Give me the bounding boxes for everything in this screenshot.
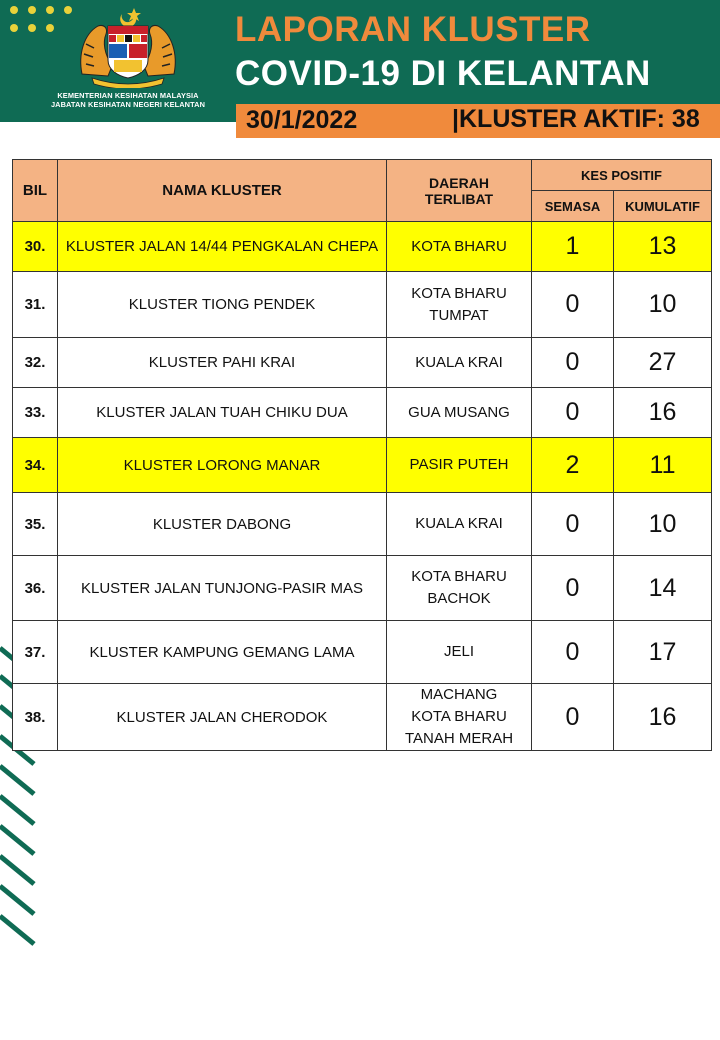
district-name: KUALA KRAI (415, 515, 503, 532)
ministry-name: KEMENTERIAN KESIHATAN MALAYSIA (57, 91, 199, 100)
district-name: TUMPAT (429, 306, 489, 324)
district-name: GUA MUSANG (408, 403, 510, 421)
cumulative-cases: 27 (614, 338, 712, 388)
table-row (13, 621, 712, 684)
district-name: KOTA BHARU (411, 284, 507, 302)
header-current: SEMASA (532, 191, 614, 222)
current-cases: 0 (532, 493, 614, 556)
header-area (387, 160, 532, 222)
cluster-name: KLUSTER DABONG (58, 493, 387, 556)
cluster-name: KLUSTER TIONG PENDEK (58, 272, 387, 338)
cluster-name: KLUSTER LORONG MANAR (58, 438, 387, 493)
table-row (13, 388, 712, 438)
table-row (13, 272, 712, 338)
header-cluster-name: NAMA KLUSTER (58, 160, 387, 222)
district-name: TANAH MERAH (404, 730, 514, 747)
cluster-name: KLUSTER JALAN CHERODOK (58, 684, 387, 751)
cluster-name: KLUSTER PAHI KRAI (58, 338, 387, 388)
district-name: BACHOK (427, 590, 491, 607)
cumulative-cases: 11 (614, 438, 712, 493)
row-number: 37. (13, 621, 58, 684)
district-name: KOTA BHARU (411, 568, 507, 585)
cluster-name: KLUSTER JALAN TUAH CHIKU DUA (58, 388, 387, 438)
row-number: 34. (13, 438, 58, 493)
affected-districts (387, 388, 532, 438)
current-cases: 2 (532, 438, 614, 493)
affected-districts (387, 556, 532, 621)
table-row (13, 338, 712, 388)
affected-districts (387, 272, 532, 338)
current-cases: 0 (532, 338, 614, 388)
malaysia-coat-of-arms-icon (72, 4, 184, 88)
row-number: 32. (13, 338, 58, 388)
district-name: KUALA KRAI (415, 353, 503, 371)
current-cases: 0 (532, 621, 614, 684)
cumulative-cases: 17 (614, 621, 712, 684)
district-name: KOTA BHARU (411, 708, 507, 725)
affected-districts (387, 438, 532, 493)
cumulative-cases: 14 (614, 556, 712, 621)
current-cases: 0 (532, 556, 614, 621)
affected-districts (387, 338, 532, 388)
row-number: 35. (13, 493, 58, 556)
affected-districts (387, 493, 532, 556)
row-number: 33. (13, 388, 58, 438)
cluster-table (12, 159, 712, 751)
cumulative-cases: 16 (614, 388, 712, 438)
current-cases: 0 (532, 388, 614, 438)
report-title-line1: LAPORAN KLUSTER (235, 10, 591, 49)
table-row (13, 222, 712, 272)
row-number: 30. (13, 222, 58, 272)
row-number: 31. (13, 272, 58, 338)
affected-districts (387, 222, 532, 272)
current-cases: 0 (532, 272, 614, 338)
row-number: 36. (13, 556, 58, 621)
cumulative-cases: 10 (614, 493, 712, 556)
header-area-line1: DAERAH (429, 174, 489, 191)
report-date: 30/1/2022 (246, 106, 358, 134)
district-name: PASIR PUTEH (409, 456, 509, 473)
affected-districts (387, 621, 532, 684)
cumulative-cases: 10 (614, 272, 712, 338)
current-cases: 0 (532, 684, 614, 751)
date-bar (236, 104, 720, 138)
decorative-dots (10, 6, 80, 36)
cluster-name: KLUSTER KAMPUNG GEMANG LAMA (58, 621, 387, 684)
cluster-name: KLUSTER JALAN TUNJONG-PASIR MAS (58, 556, 387, 621)
cluster-table-body (13, 222, 712, 751)
table-row (13, 438, 712, 493)
row-number: 38. (13, 684, 58, 751)
district-name: JELI (443, 643, 474, 660)
table-row (13, 493, 712, 556)
cluster-name: KLUSTER JALAN 14/44 PENGKALAN CHEPA (58, 222, 387, 272)
active-cluster-count: |KLUSTER AKTIF: 38 (452, 105, 700, 133)
table-row (13, 556, 712, 621)
header-bil: BIL (13, 160, 58, 222)
department-name: JABATAN KESIHATAN NEGERI KELANTAN (50, 100, 206, 109)
district-name: MACHANG (420, 686, 498, 703)
current-cases: 1 (532, 222, 614, 272)
district-name: KOTA BHARU (411, 237, 507, 255)
affected-districts (387, 684, 532, 751)
cumulative-cases: 16 (614, 684, 712, 751)
header-positive-cases: KES POSITIF (532, 160, 712, 191)
header-cumulative: KUMULATIF (614, 191, 712, 222)
header-area-line2: TERLIBAT (424, 190, 494, 207)
report-title-line2: COVID-19 DI KELANTAN (235, 54, 651, 93)
cumulative-cases: 13 (614, 222, 712, 272)
table-row (13, 684, 712, 751)
